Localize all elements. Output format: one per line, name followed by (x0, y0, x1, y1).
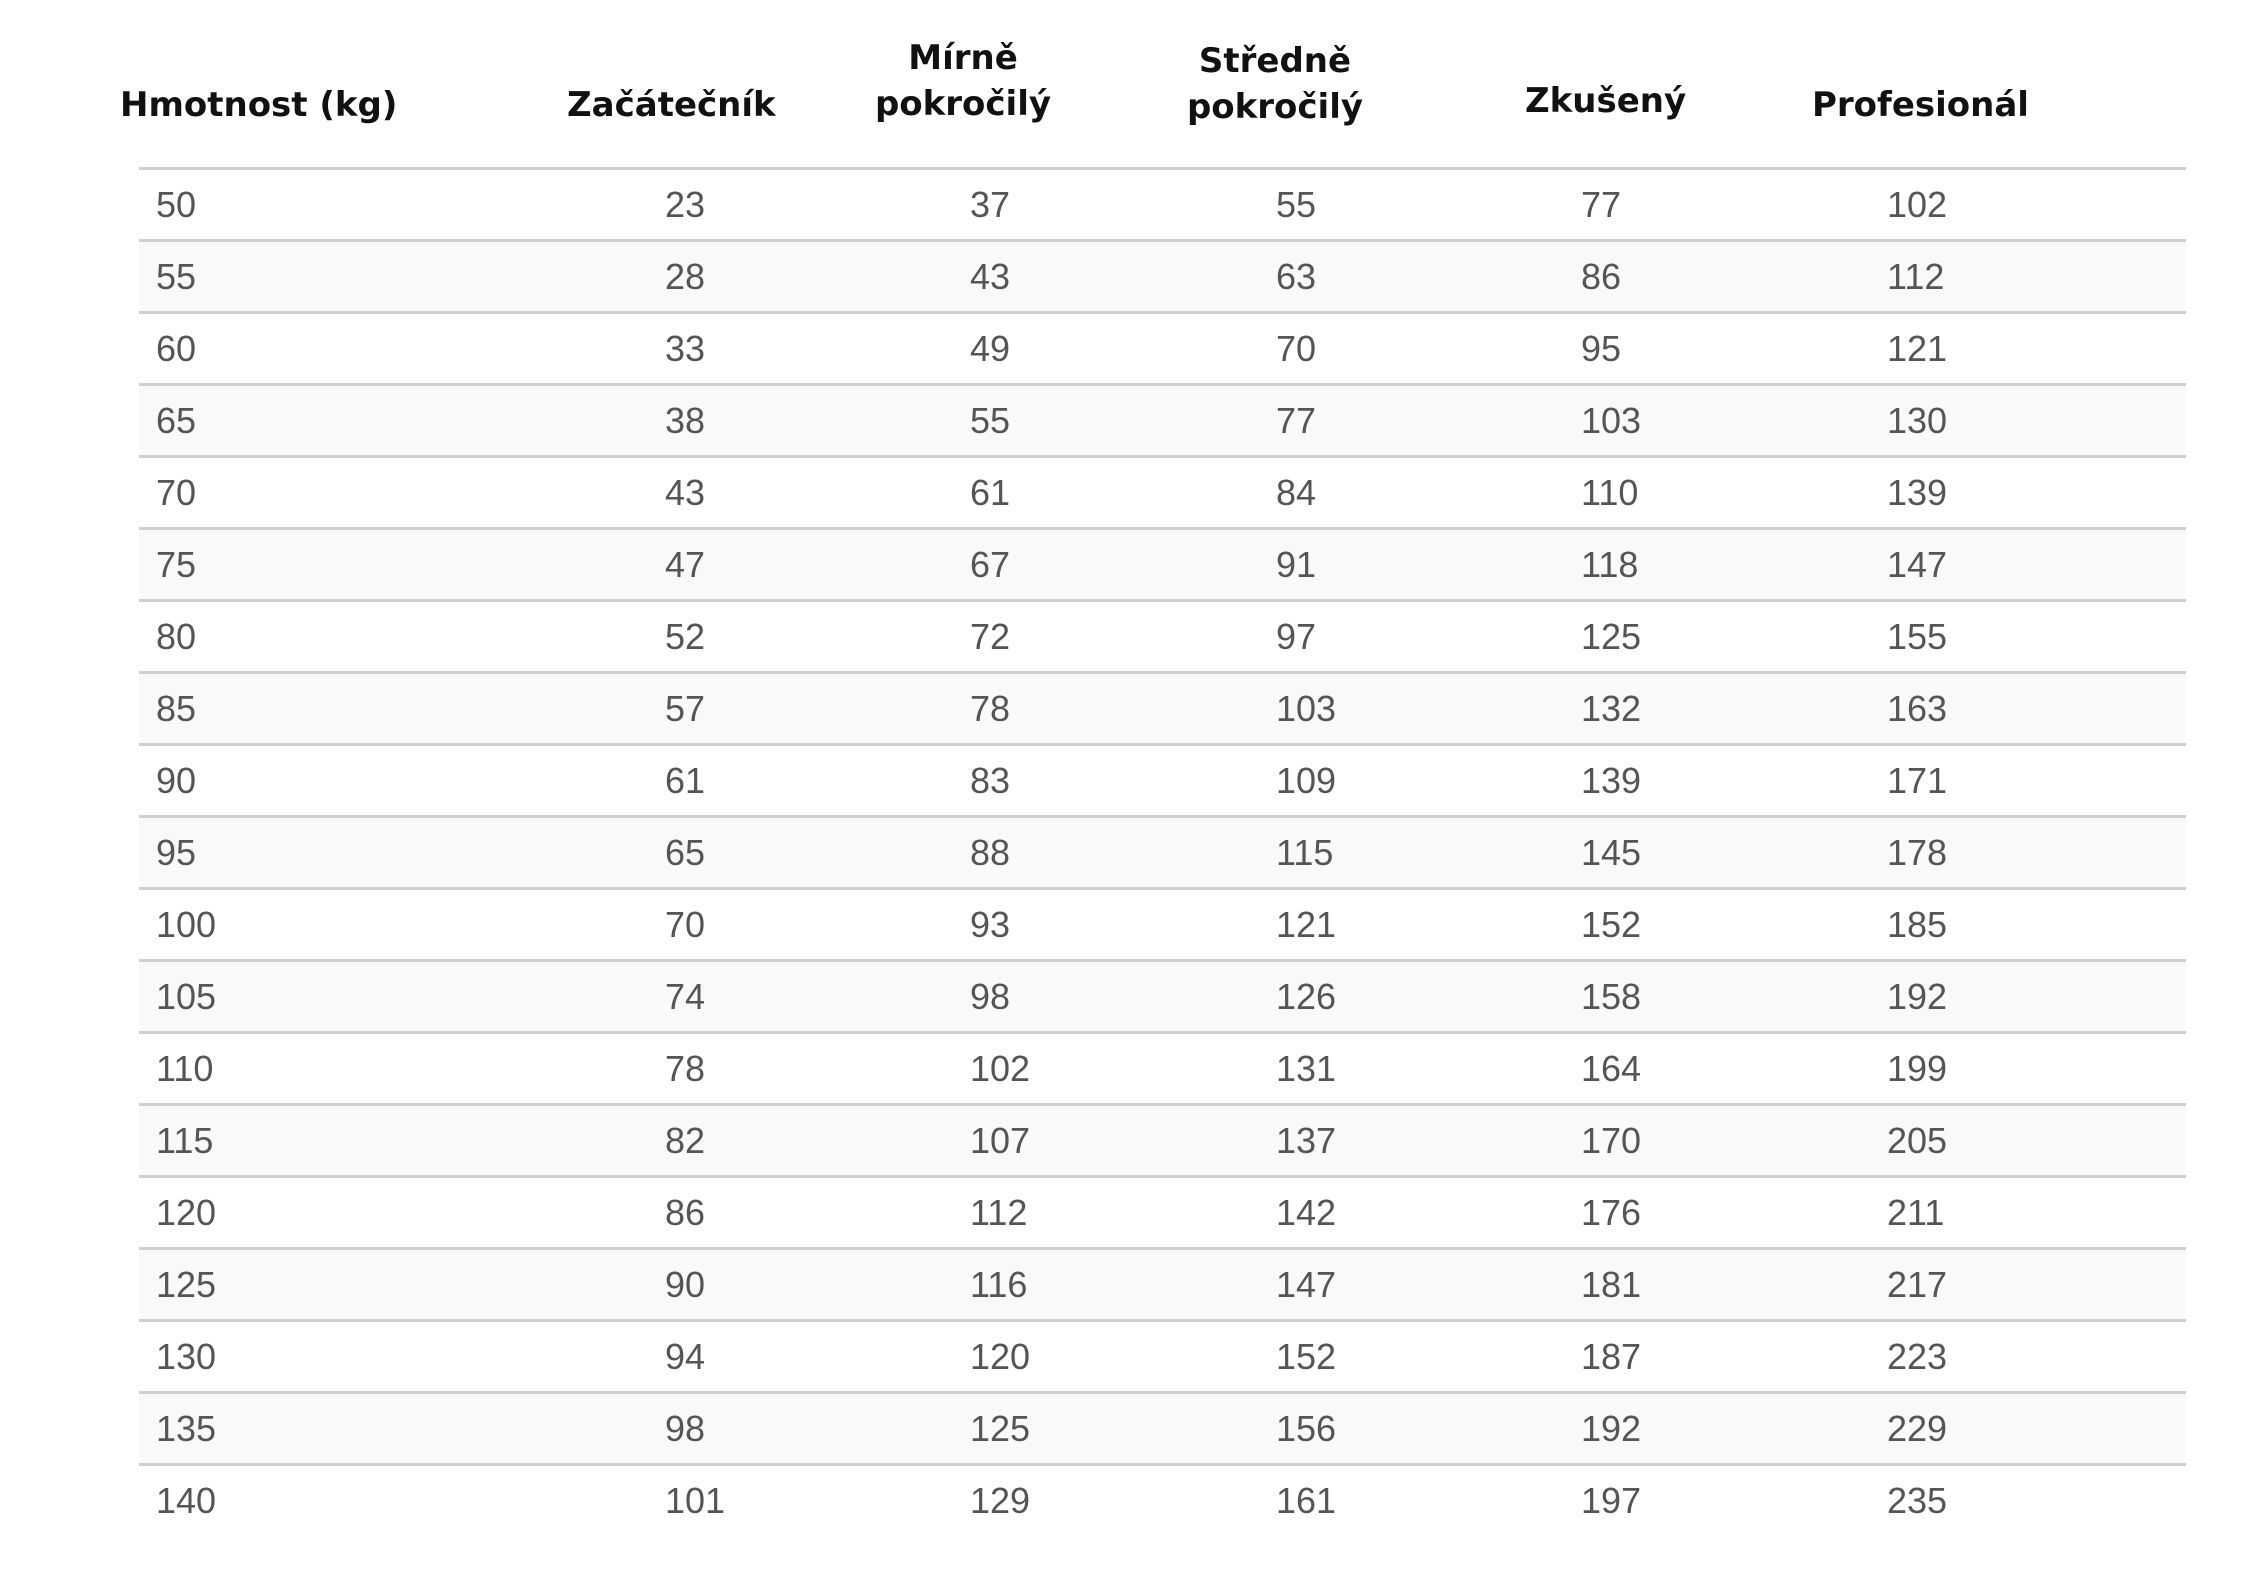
cell-novice: 49 (970, 328, 1011, 369)
table-row (139, 959, 2186, 1031)
cell-novice: 112 (970, 1192, 1028, 1233)
cell-professional: 185 (1887, 904, 1948, 945)
cell-novice: 67 (970, 544, 1011, 585)
cell-beginner: 61 (665, 760, 706, 801)
table-row (139, 599, 2186, 671)
cell-intermediate: 137 (1276, 1120, 1337, 1161)
cell-intermediate: 84 (1276, 472, 1317, 513)
cell-intermediate: 142 (1276, 1192, 1337, 1233)
cell-intermediate: 121 (1276, 904, 1337, 945)
cell-intermediate: 126 (1276, 976, 1337, 1017)
cell-beginner: 98 (665, 1408, 706, 1449)
cell-professional: 147 (1887, 544, 1948, 585)
table-row (139, 1175, 2186, 1247)
cell-beginner: 52 (665, 616, 706, 657)
table-row (139, 1391, 2186, 1463)
cell-intermediate: 77 (1276, 400, 1317, 441)
cell-weight: 130 (156, 1336, 217, 1377)
cell-weight: 140 (156, 1480, 217, 1521)
cell-professional: 199 (1887, 1048, 1948, 1089)
cell-novice: 98 (970, 976, 1011, 1017)
cell-weight: 105 (156, 976, 217, 1017)
cell-advanced: 164 (1581, 1048, 1642, 1089)
cell-novice: 72 (970, 616, 1011, 657)
cell-beginner: 43 (665, 472, 706, 513)
header-novice-line-2: pokročilý (874, 84, 1052, 124)
cell-beginner: 94 (665, 1336, 706, 1377)
cell-advanced: 118 (1581, 544, 1639, 585)
cell-beginner: 38 (665, 400, 706, 441)
cell-beginner: 65 (665, 832, 706, 873)
cell-advanced: 197 (1581, 1480, 1642, 1521)
cell-weight: 135 (156, 1408, 217, 1449)
cell-advanced: 125 (1581, 616, 1642, 657)
cell-intermediate: 156 (1276, 1408, 1337, 1449)
cell-weight: 115 (156, 1120, 214, 1161)
table-row (139, 1103, 2186, 1175)
cell-advanced: 132 (1581, 688, 1642, 729)
cell-advanced: 181 (1581, 1264, 1642, 1305)
header-intermediate (1180, 38, 1370, 130)
cell-novice: 78 (970, 688, 1011, 729)
cell-professional: 139 (1887, 472, 1948, 513)
cell-beginner: 86 (665, 1192, 706, 1233)
cell-professional: 229 (1887, 1408, 1948, 1449)
cell-intermediate: 109 (1276, 760, 1337, 801)
table-row (139, 383, 2186, 455)
header-weight: Hmotnost (kg) (120, 85, 398, 125)
cell-professional: 171 (1887, 760, 1948, 801)
cell-professional: 163 (1887, 688, 1948, 729)
cell-weight: 95 (156, 832, 197, 873)
cell-advanced: 95 (1581, 328, 1622, 369)
table-row (139, 815, 2186, 887)
header-intermediate-line-1: Středně (1198, 41, 1352, 81)
cell-novice: 83 (970, 760, 1011, 801)
cell-professional: 223 (1887, 1336, 1948, 1377)
cell-novice: 107 (970, 1120, 1031, 1161)
cell-weight: 110 (156, 1048, 214, 1089)
cell-professional: 192 (1887, 976, 1948, 1017)
cell-novice: 102 (970, 1048, 1031, 1089)
cell-beginner: 101 (665, 1480, 726, 1521)
cell-intermediate: 63 (1276, 256, 1317, 297)
table-row (139, 311, 2186, 383)
cell-novice: 129 (970, 1480, 1031, 1521)
cell-beginner: 78 (665, 1048, 706, 1089)
cell-advanced: 187 (1581, 1336, 1642, 1377)
cell-weight: 100 (156, 904, 217, 945)
cell-beginner: 57 (665, 688, 706, 729)
cell-intermediate: 131 (1276, 1048, 1337, 1089)
table-row (139, 455, 2186, 527)
cell-intermediate: 161 (1276, 1480, 1337, 1521)
cell-professional: 121 (1887, 328, 1948, 369)
cell-advanced: 192 (1581, 1408, 1642, 1449)
cell-novice: 125 (970, 1408, 1031, 1449)
cell-weight: 55 (156, 256, 197, 297)
header-professional: Profesionál (1812, 85, 2029, 125)
table-row (139, 527, 2186, 599)
cell-weight: 70 (156, 472, 197, 513)
cell-weight: 125 (156, 1264, 217, 1305)
cell-weight: 60 (156, 328, 197, 369)
cell-beginner: 82 (665, 1120, 706, 1161)
cell-advanced: 110 (1581, 472, 1639, 513)
cell-novice: 116 (970, 1264, 1028, 1305)
cell-advanced: 170 (1581, 1120, 1642, 1161)
cell-beginner: 23 (665, 184, 706, 225)
cell-intermediate: 115 (1276, 832, 1334, 873)
cell-beginner: 90 (665, 1264, 706, 1305)
cell-weight: 85 (156, 688, 197, 729)
cell-professional: 217 (1887, 1264, 1948, 1305)
header-beginner: Začátečník (567, 85, 776, 125)
cell-weight: 80 (156, 616, 197, 657)
cell-advanced: 139 (1581, 760, 1642, 801)
cell-professional: 130 (1887, 400, 1948, 441)
cell-professional: 155 (1887, 616, 1948, 657)
cell-advanced: 77 (1581, 184, 1622, 225)
cell-advanced: 103 (1581, 400, 1642, 441)
cell-advanced: 176 (1581, 1192, 1642, 1233)
cell-weight: 50 (156, 184, 197, 225)
cell-advanced: 158 (1581, 976, 1642, 1017)
cell-intermediate: 91 (1276, 544, 1317, 585)
cell-beginner: 28 (665, 256, 706, 297)
cell-intermediate: 147 (1276, 1264, 1337, 1305)
cell-beginner: 33 (665, 328, 706, 369)
cell-weight: 120 (156, 1192, 217, 1233)
table-row (139, 239, 2186, 311)
cell-beginner: 70 (665, 904, 706, 945)
cell-advanced: 152 (1581, 904, 1642, 945)
cell-weight: 75 (156, 544, 197, 585)
cell-novice: 93 (970, 904, 1011, 945)
header-novice-line-1: Mírně (908, 38, 1018, 78)
cell-intermediate: 103 (1276, 688, 1337, 729)
table-row (139, 1463, 2186, 1535)
cell-novice: 61 (970, 472, 1011, 513)
cell-beginner: 74 (665, 976, 706, 1017)
table-row (139, 167, 2186, 239)
cell-professional: 235 (1887, 1480, 1948, 1521)
cell-advanced: 86 (1581, 256, 1622, 297)
cell-professional: 102 (1887, 184, 1948, 225)
cell-intermediate: 97 (1276, 616, 1317, 657)
cell-weight: 65 (156, 400, 197, 441)
cell-professional: 112 (1887, 256, 1945, 297)
cell-novice: 43 (970, 256, 1011, 297)
table-row (139, 1319, 2186, 1391)
cell-intermediate: 70 (1276, 328, 1317, 369)
header-advanced: Zkušený (1525, 81, 1687, 121)
table-row (139, 1031, 2186, 1103)
cell-advanced: 145 (1581, 832, 1642, 873)
cell-novice: 120 (970, 1336, 1031, 1377)
table-row (139, 743, 2186, 815)
cell-novice: 55 (970, 400, 1011, 441)
cell-professional: 178 (1887, 832, 1948, 873)
table-row (139, 887, 2186, 959)
header-intermediate-line-2: pokročilý (1186, 87, 1364, 127)
table-row (139, 671, 2186, 743)
cell-novice: 88 (970, 832, 1011, 873)
cell-novice: 37 (970, 184, 1011, 225)
data-table (139, 167, 2186, 1535)
cell-beginner: 47 (665, 544, 706, 585)
cell-intermediate: 55 (1276, 184, 1317, 225)
table-row (139, 1247, 2186, 1319)
cell-professional: 211 (1887, 1192, 1945, 1233)
cell-professional: 205 (1887, 1120, 1948, 1161)
cell-weight: 90 (156, 760, 197, 801)
header-novice (868, 35, 1058, 127)
cell-intermediate: 152 (1276, 1336, 1337, 1377)
